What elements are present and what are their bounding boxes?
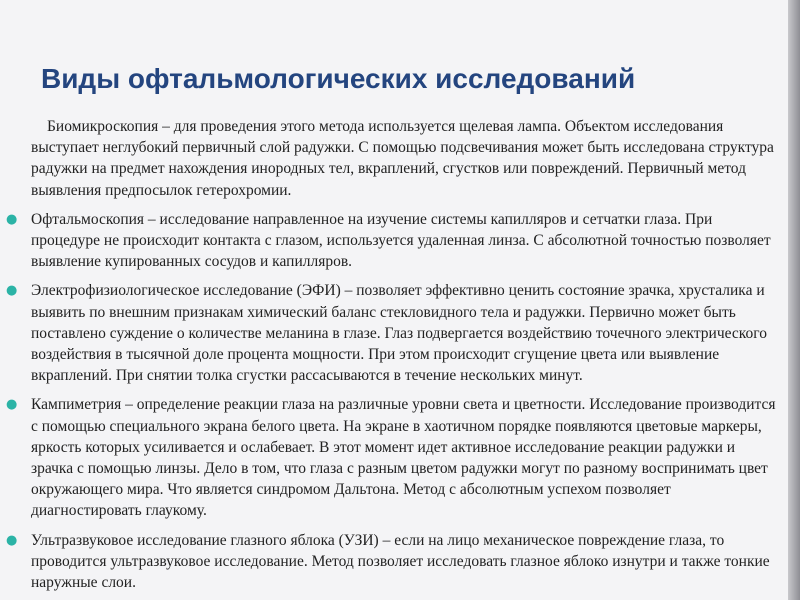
bullet-item-campimetry: [0, 394, 788, 521]
teal-circle-bullet-icon: ●: [6, 397, 18, 413]
bullet-item-ophthalmoscopy: [0, 209, 788, 273]
top-band: [0, 0, 800, 30]
paragraph-text: Биомикроскопия – для проведения этого метода используется щелевая лампа. Объектом исследования выступает неглубокий первичный слой радужки. С помощью подсвечивания может быть исследована структура радужки на предмет нахождения инородных тел, вкраплений, сгустков или повреждений. Первичный метод выявления предпосылок гетерохромии.: [31, 118, 774, 199]
teal-circle-bullet-icon: ●: [6, 283, 18, 299]
paragraph-biomicroscopy: [0, 116, 788, 201]
bullet-item-text: Электрофизиологическое исследование (ЭФИ) – позволяет эффективно ценить состояние зрачка, хрусталика и выявить по внешним признакам химический баланс стекловидного тела и радужки. Первично может быть поставлено суждение о количестве меланина в глазе. Глаз подвергается воздействию точечного электрического воздействия в тысячной доле процента мощности. При этом происходит сгущение цвета или выявление вкраплений. При снятии толка сгустки рассасываются в течение нескольких минут.: [31, 282, 767, 385]
bullet-item-text: Кампиметрия – определение реакции глаза на различные уровни света и цветности. Исследование производится с помощью специального экрана белого цвета. На экране в хаотичном порядке появляются цветовые маркеры, яркость которых усиливается и ослабевает. В этот момент идет активное исследование реакции радужки и зрачка с помощью линзы. Дело в том, что глаза с разным цветом радужки могут по разному воспринимать цвет окружающего мира. Что является синдромом Дальтона. Метод с абсолютным успехом позволяет диагностировать глаукому.: [31, 396, 776, 520]
bullet-item-text: Ультразвуковое исследование глазного яблока (УЗИ) – если на лицо механическое повреждение глаза, то проводится ультразвуковое исследование. Метод позволяет исследовать глазное яблоко изнутри и также тонкие наружные слои.: [31, 531, 770, 592]
bullet-item-efi: [0, 280, 788, 386]
teal-circle-bullet-icon: ●: [6, 532, 18, 548]
teal-circle-bullet-icon: ●: [6, 211, 18, 227]
bullet-item-ultrasound: [0, 530, 788, 594]
slide-title: Виды офтальмологических исследований: [41, 63, 636, 94]
bullet-item-text: Офтальмоскопия – исследование направленное на изучение системы капилляров и сетчатки глаза. При процедуре не происходит контакта с глазом, используется удаленная линза. С абсолютной точностью позволяет выявление купированных сосудов и капилляров.: [31, 210, 771, 271]
slide-body: [0, 116, 788, 593]
right-gradient-bar: [788, 0, 800, 600]
